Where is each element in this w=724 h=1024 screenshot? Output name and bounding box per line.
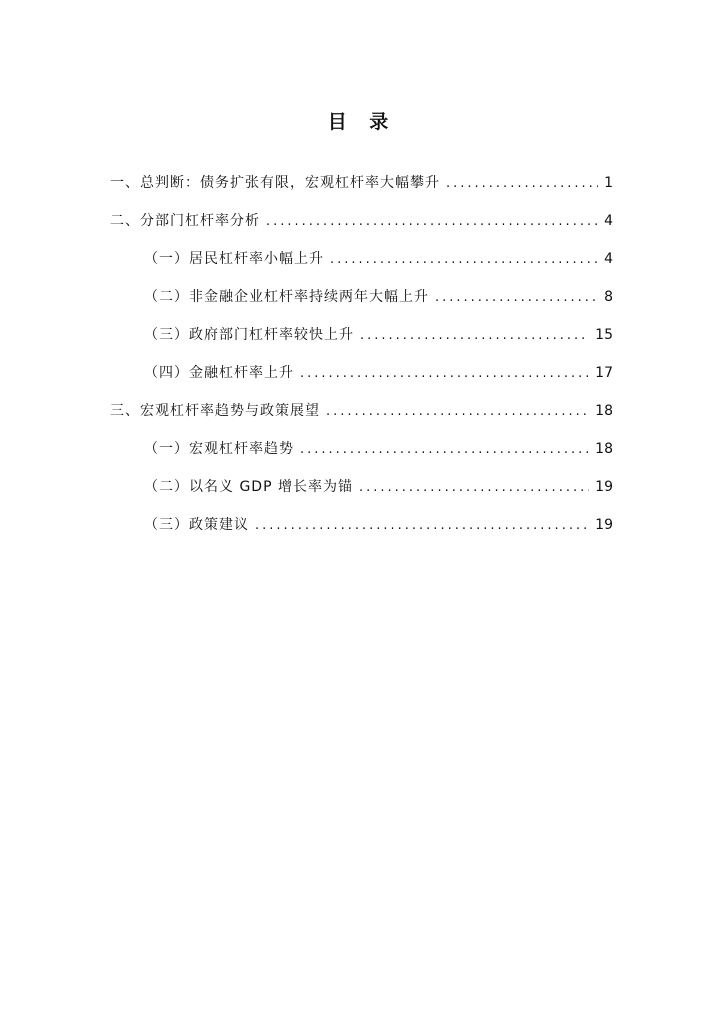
- toc-dot-leader: [330, 251, 598, 269]
- toc-entry[interactable]: [110, 430, 613, 468]
- toc-entry-text: （一）宏观杠杆率趋势: [144, 441, 294, 457]
- toc-entry[interactable]: [110, 354, 613, 392]
- toc-entry[interactable]: [110, 316, 613, 354]
- toc-entry-text: （三）政府部门杠杆率较快上升: [144, 327, 354, 343]
- toc-page-number: 19: [595, 517, 613, 533]
- toc-dot-leader: [300, 365, 589, 383]
- toc-dot-leader: [255, 517, 589, 535]
- toc-dot-leader: [435, 289, 598, 307]
- toc-entry[interactable]: [110, 202, 613, 240]
- toc-entry-text: （四）金融杠杆率上升: [144, 365, 294, 381]
- toc-entry-text: （二）以名义 GDP 增长率为锚: [144, 479, 353, 495]
- toc-list: [110, 164, 613, 544]
- toc-entry[interactable]: [110, 506, 613, 544]
- toc-dot-leader: [326, 403, 589, 421]
- toc-dot-leader: [446, 175, 598, 193]
- toc-title: 目 录: [327, 111, 397, 133]
- toc-page-number: 17: [595, 365, 613, 381]
- toc-entry-text: （二）非金融企业杠杆率持续两年大幅上升: [144, 289, 429, 305]
- toc-entry-text: 二、分部门杠杆率分析: [110, 213, 260, 229]
- toc-page-number: 4: [604, 213, 613, 229]
- toc-entry-text: （一）居民杠杆率小幅上升: [144, 251, 324, 267]
- toc-page-number: 18: [595, 441, 613, 457]
- toc-page-number: 4: [604, 251, 613, 267]
- toc-page-number: 15: [595, 327, 613, 343]
- toc-entry-text: （三）政策建议: [144, 517, 249, 533]
- toc-entry[interactable]: [110, 240, 613, 278]
- toc-page-number: 8: [604, 289, 613, 305]
- toc-dot-leader: [359, 479, 589, 497]
- toc-entry[interactable]: [110, 392, 613, 430]
- toc-page-number: 1: [604, 175, 613, 191]
- toc-entry-text: 一、总判断：债务扩张有限，宏观杠杆率大幅攀升: [110, 175, 440, 191]
- toc-dot-leader: [360, 327, 589, 345]
- toc-entry[interactable]: [110, 278, 613, 316]
- toc-page-number: 19: [595, 479, 613, 495]
- toc-entry[interactable]: [110, 164, 613, 202]
- toc-dot-leader: [266, 213, 598, 231]
- toc-page-number: 18: [595, 403, 613, 419]
- toc-dot-leader: [300, 441, 589, 459]
- toc-entry-text: 三、宏观杠杆率趋势与政策展望: [110, 403, 320, 419]
- toc-entry[interactable]: [110, 468, 613, 506]
